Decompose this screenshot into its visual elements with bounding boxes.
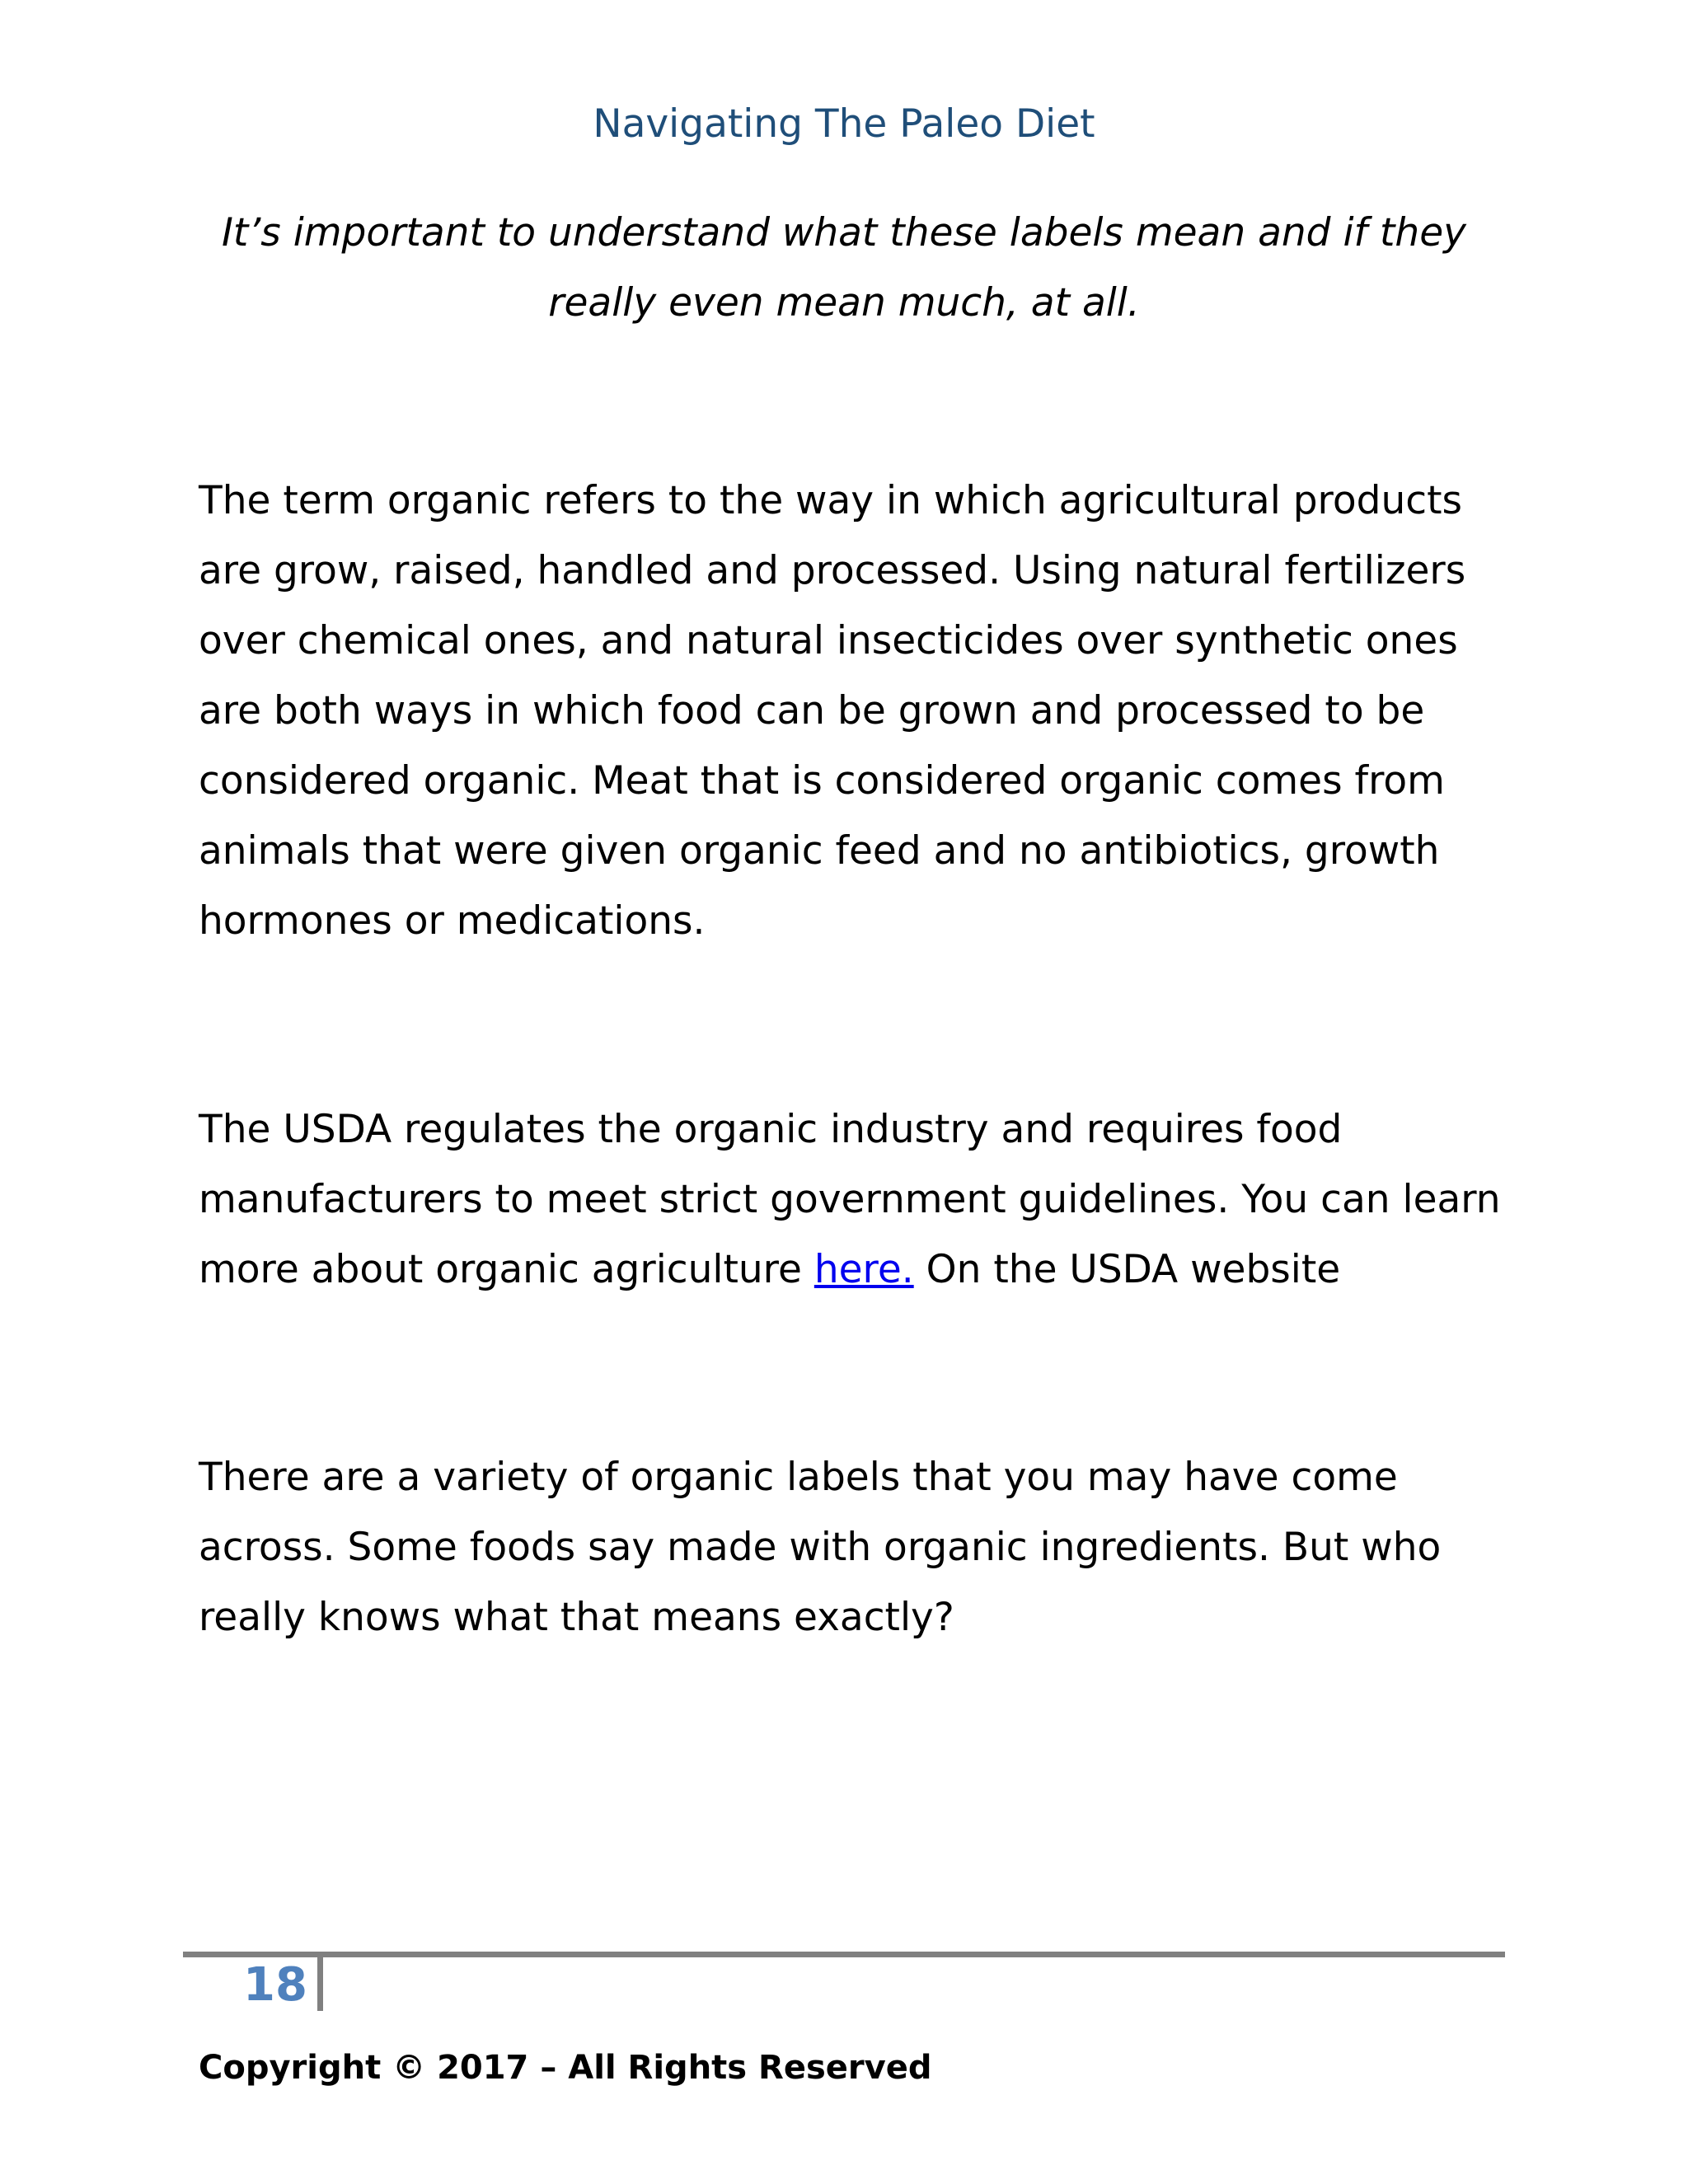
page-number-divider: [317, 1957, 323, 2011]
paragraph-usda: [199, 1094, 1517, 1305]
paragraph-usda-text: The USDA regulates the organic industry and requires food manufacturers to meet strict government guidelines. You can learn more about organic agriculture: [199, 1107, 1501, 1292]
pull-quote: It’s important to understand what these labels mean and if they really even mean much, at all.: [222, 210, 1466, 326]
usda-link[interactable]: here.: [814, 1247, 914, 1292]
paragraph-usda-text-end: On the USDA website: [913, 1247, 1341, 1292]
paragraph-organic-definition: The term organic refers to the way in which agricultural products are grow, raised, handled and processed. Using natural fertilizers over chemical ones, and natural insecticides over synthetic ones are both ways in which food can be grown and processed to be considered organic. Meat that is considered organic comes from animals that were given organic feed and no antibiotics, growth hormones or medications.: [199, 478, 1466, 944]
footer-rule: [183, 1952, 1505, 1957]
running-header: Navigating The Paleo Diet: [593, 101, 1095, 147]
page-number: 18: [243, 1958, 307, 2012]
paragraph-organic-labels: There are a variety of organic labels that you may have come across. Some foods say made with organic ingredients. But who really knows what that means exactly?: [199, 1455, 1442, 1640]
copyright-notice: Copyright © 2017 – All Rights Reserved: [199, 2049, 932, 2087]
